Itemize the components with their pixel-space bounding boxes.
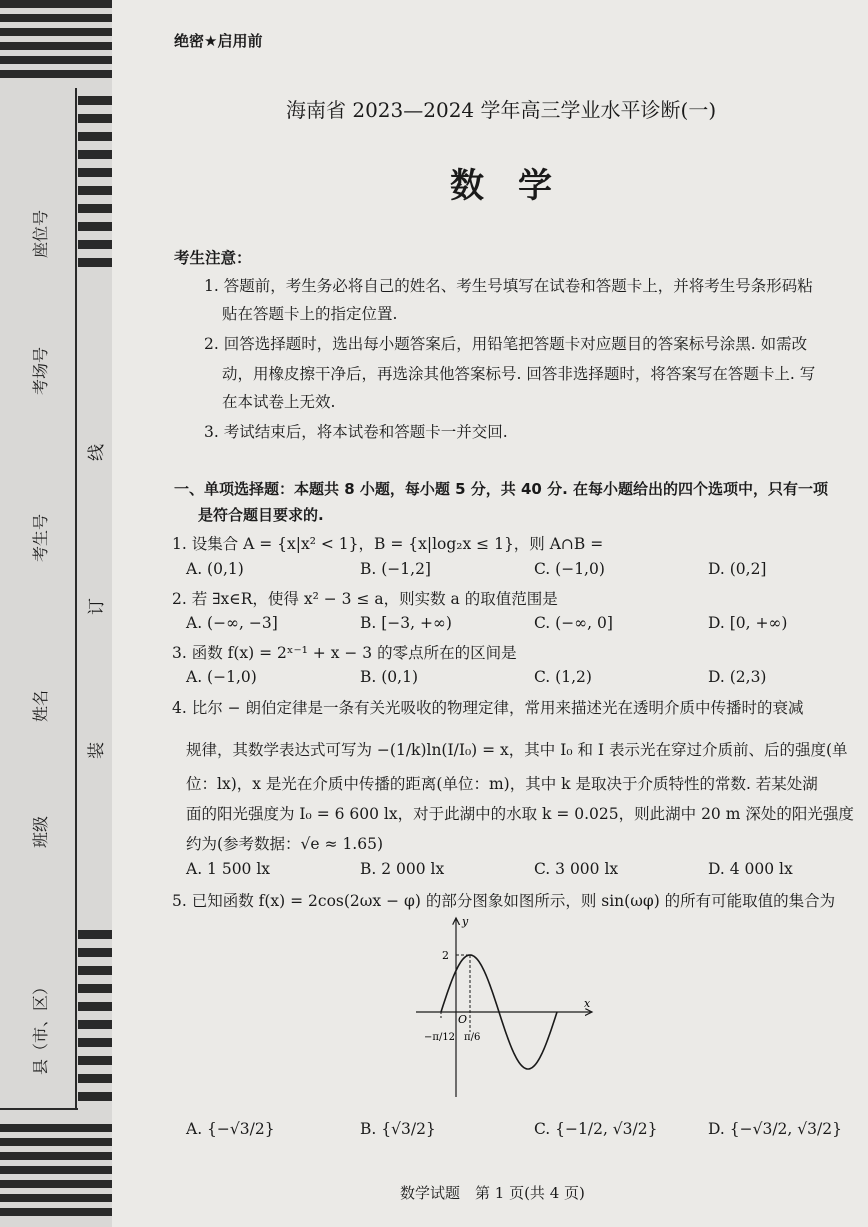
notice-item: 动，用橡皮擦干净后，再选涂其他答案标号. 回答非选择题时，将答案写在答题卡上. 写 (222, 365, 816, 383)
option-c: C. (1,2) (534, 668, 592, 686)
question-stem: 约为(参考数据：√e ≈ 1.65) (186, 835, 383, 853)
notice-item: 在本试卷上无效. (222, 393, 336, 411)
x-axis-label: x (584, 997, 591, 1010)
seat-number-label: 座位号 (31, 209, 50, 258)
stripe (0, 1194, 112, 1202)
notice-item: 3. 考试结束后，将本试卷和答题卡一并交回. (204, 423, 508, 441)
stripe (78, 204, 112, 213)
binding-line (0, 1108, 78, 1110)
option-c: C. (−1,0) (534, 560, 605, 578)
option-b: B. 2 000 lx (360, 860, 445, 878)
option-a: A. 1 500 lx (186, 860, 271, 878)
confidential-mark: 绝密★启用前 (174, 32, 263, 50)
question-stem: 规律，其数学表达式可写为 −(1/k)ln(I/I₀) = x，其中 I₀ 和 I 表示光在穿过介质前、后的强度(单 (186, 741, 848, 759)
bind-mark-staple: 订 (87, 598, 107, 615)
stripe (0, 42, 112, 50)
stripe (78, 186, 112, 195)
stripe (0, 28, 112, 36)
notice-item: 2. 回答选择题时，选出每小题答案后，用铅笔把答题卡对应题目的答案标号涂黑. 如需改 (204, 335, 808, 353)
stripe (0, 1208, 112, 1216)
stripe (0, 1152, 112, 1160)
exam-room-label: 考场号 (31, 346, 50, 395)
class-label: 班级 (31, 815, 50, 848)
question-stem: 面的阳光强度为 I₀ = 6 600 lx，对于此湖中的水取 k = 0.025，则此湖中 20 m 深处的阳光强度 (186, 805, 854, 823)
stripe (78, 1056, 112, 1065)
notice-item: 1. 答题前，考生务必将自己的姓名、考生号填写在试卷和答题卡上，并将考生号条形码粘 (204, 277, 813, 295)
section-heading: 一、单项选择题：本题共 8 小题，每小题 5 分，共 40 分. 在每小题给出的四个选项中，只有一项 (174, 480, 829, 498)
stripe (0, 1124, 112, 1132)
binding-line (75, 88, 77, 1110)
stripe (78, 258, 112, 267)
stripe (78, 1002, 112, 1011)
option-c: C. (−∞, 0] (534, 614, 613, 632)
stripe (0, 1138, 112, 1146)
tick-label-neg: −π/12 (424, 1032, 456, 1043)
question-stem: 1. 设集合 A = {x|x² < 1}，B = {x|log₂x ≤ 1}，则 A∩B = (172, 535, 604, 553)
stripe (78, 1020, 112, 1029)
stripe (78, 1092, 112, 1101)
stripe (78, 114, 112, 123)
stripe (0, 0, 112, 8)
stripe (78, 222, 112, 231)
stripe (78, 948, 112, 957)
name-label: 姓名 (31, 689, 50, 722)
stripe (78, 240, 112, 249)
option-a: A. {−√3/2} (186, 1120, 275, 1138)
exam-page (112, 0, 868, 1227)
option-c: C. {−1/2, √3/2} (534, 1120, 658, 1138)
function-graph (412, 912, 602, 1102)
notice-item: 贴在答题卡上的指定位置. (222, 305, 398, 323)
bind-mark-bind: 装 (87, 742, 107, 759)
stripe (78, 984, 112, 993)
option-a: A. (0,1) (186, 560, 244, 578)
binding-margin (0, 0, 112, 1227)
question-stem: 2. 若 ∃x∈R，使得 x² − 3 ≤ a，则实数 a 的取值范围是 (172, 590, 558, 608)
max-value-label: 2 (442, 949, 449, 962)
option-d: D. 4 000 lx (708, 860, 793, 878)
option-b: B. (−1,2] (360, 560, 431, 578)
option-b: B. (0,1) (360, 668, 418, 686)
stripe (78, 966, 112, 975)
stripe (0, 70, 112, 78)
option-c: C. 3 000 lx (534, 860, 619, 878)
option-a: A. (−1,0) (186, 668, 257, 686)
question-stem: 5. 已知函数 f(x) = 2cos(2ωx − φ) 的部分图象如图所示，则 sin(ωφ) 的所有可能取值的集合为 (172, 892, 836, 910)
origin-label: O (458, 1013, 468, 1026)
option-b: B. [−3, +∞) (360, 614, 452, 632)
question-stem: 4. 比尔 − 朗伯定律是一条有关光吸收的物理定律，常用来描述光在透明介质中传播时的衰减 (172, 699, 804, 717)
stripe (0, 14, 112, 22)
stripe (0, 1180, 112, 1188)
option-d: D. (0,2] (708, 560, 767, 578)
stripe (0, 1166, 112, 1174)
stripe (78, 132, 112, 141)
question-stem: 位：lx)，x 是光在介质中传播的距离(单位：m)，其中 k 是取决于介质特性的常数. 若某处湖 (186, 775, 818, 793)
stripe (78, 930, 112, 939)
stripe (78, 150, 112, 159)
y-axis-label: y (462, 915, 469, 928)
candidate-number-label: 考生号 (31, 513, 50, 562)
stripe (78, 1038, 112, 1047)
notice-heading: 考生注意： (174, 249, 252, 267)
option-a: A. (−∞, −3] (186, 614, 278, 632)
option-d: D. (2,3) (708, 668, 767, 686)
stripe (78, 1074, 112, 1083)
page-footer: 数学试题 第 1 页(共 4 页) (400, 1184, 585, 1202)
stripe (78, 168, 112, 177)
stripe (0, 56, 112, 64)
subject-title: 数 学 (450, 166, 552, 206)
question-stem: 3. 函数 f(x) = 2ˣ⁻¹ + x − 3 的零点所在的区间是 (172, 644, 517, 662)
option-d: D. [0, +∞) (708, 614, 788, 632)
option-d: D. {−√3/2, √3/2} (708, 1120, 842, 1138)
section-heading: 是符合题目要求的. (198, 506, 324, 524)
tick-label-pos: π/6 (464, 1032, 481, 1043)
option-b: B. {√3/2} (360, 1120, 436, 1138)
bind-mark-line: 线 (87, 444, 107, 461)
stripe (78, 96, 112, 105)
exam-title: 海南省 2023—2024 学年高三学业水平诊断(一) (286, 98, 717, 122)
county-label: 县（市、区） (31, 978, 50, 1075)
